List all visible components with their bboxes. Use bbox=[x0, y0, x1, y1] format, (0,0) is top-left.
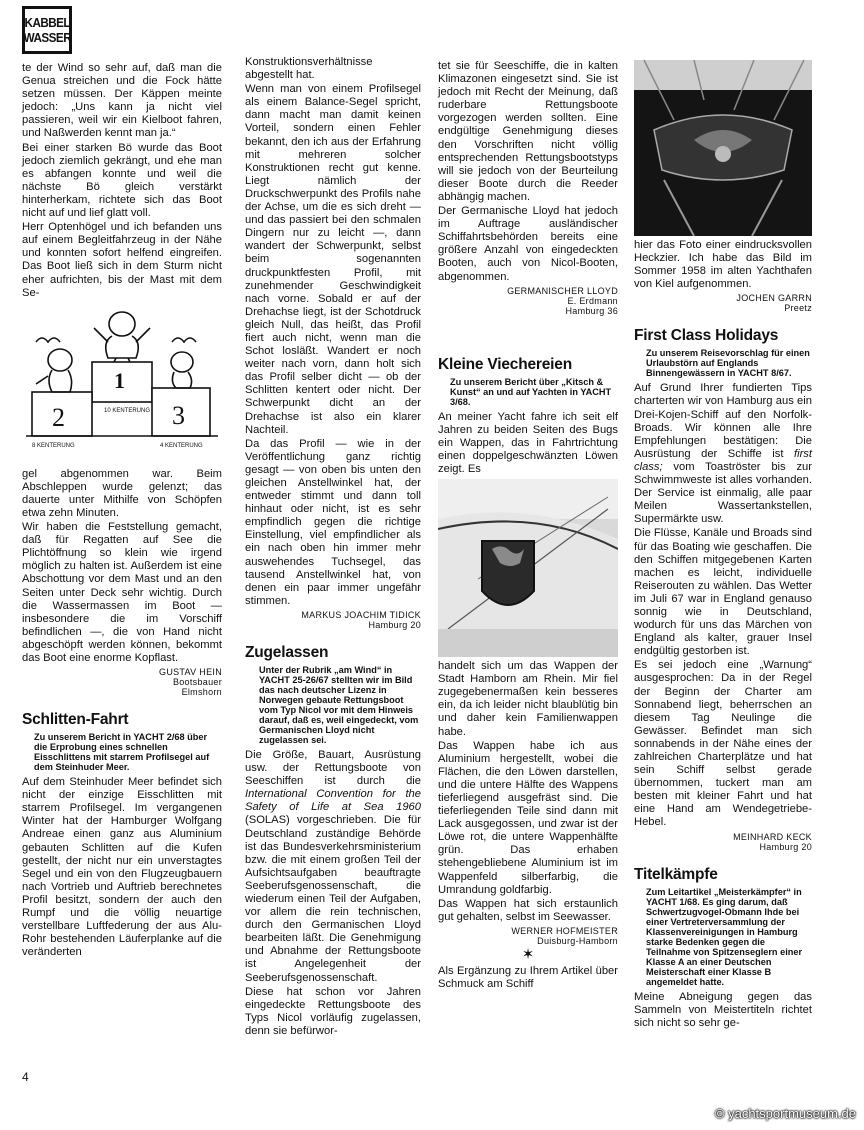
figure-arm-left bbox=[36, 376, 48, 384]
signature-place: Hamburg 20 bbox=[368, 619, 421, 630]
paragraph: Das Wappen habe ich aus Aluminium hergestellt, wobei die Flächen, die den Löwen darstellen, und die untere Hälfte des Wappens tieferliegend ausgefräst sind. Die tieferliegenden Teile sind dann mit Lack ausgegossen, und zwar ist der Löwe rot, die untere Wappenhälfte grün. Das erhaben stehengebliebene Aluminium ist im Wappenfeld silberfarbig, die Umrandung goldfarbig. bbox=[438, 739, 618, 896]
signature-block bbox=[438, 286, 618, 316]
paragraph: tet sie für Seeschiffe, die in kalten Klimazonen eingesetzt sind. Sie ist jedoch mit Recht der Meinung, daß ruderbare Rettungsboote vorgezogen werden sollten. Eine endgültige Genehmigung dieses den Vorschriften nicht völlig entsprechenden Rettungsbootstyps will sie jedoch von der Beurteilung dieser Boote durch die Reeder abhängig machen. bbox=[438, 60, 618, 203]
column-4 bbox=[634, 60, 812, 1030]
podium-cartoon bbox=[22, 302, 222, 464]
logo-line-2: WASSER bbox=[23, 30, 71, 45]
paragraph: Wenn man von einem Profilsegel als einem Balance-Segel spricht, dann macht man damit keinen Vorteil, sondern einen Fehler bekannt, den ich aus der Erfahrung mit mehreren solcher Konstruktionen recht gut kenne. Liegt nämlich der Druckschwerpunkt des Profils nahe der Achse, um die es sich dreht — und das passiert bei den schmalen Dingern nur zu leicht —, dann wandert der Schwerpunkt, selbst beim sogenannten druckpunktfesten Profil, mit zunehmender Geschwindigkeit nach vorne. Sobald er auf der Drehachse liegt, ist der Schotdruck gleich Null, das heißt, das Profil fiert auch nicht, wenn man die Schot losläßt. Wandert er noch weiter nach vorn, dann holt sich das Profil selber dicht — ob der Schlitten kentert oder nicht. Der Schwerpunkt dicht an der Drehachse ist also ein klarer Nachteil. bbox=[245, 83, 421, 436]
convention-title: International Convention for the Safety of Life at Sea 1960 bbox=[245, 788, 421, 814]
paragraph: te der Wind so sehr auf, daß man die Genua streichen und die Fock hätte setzen müssen. Der Käppen meinte jedoch: „Uns kann ja nicht viel passieren, weil wir ein Kielboot fahren, und Naßwerden kennt man ja.“ bbox=[22, 62, 222, 140]
copyright-watermark: © yachtsportmuseum.de bbox=[714, 1106, 856, 1121]
label-10-kenterung: 10 KENTERUNG bbox=[104, 407, 151, 414]
signature-name: WERNER HOFMEISTER bbox=[511, 925, 618, 936]
splash-right bbox=[172, 338, 196, 342]
paragraph: An meiner Yacht fahre ich seit elf Jahren zu beiden Seiten des Bugs ein Wappen, das in Fahrtrichtung einen doppelgeschwänzten Löwen zeigt. Es bbox=[438, 410, 618, 475]
figure-body-top bbox=[106, 336, 139, 358]
paragraph: hier das Foto einer eindrucksvollen Heckzier. Ich habe das Bild im Sommer 1958 im alten Yachthafen von Kiel aufgenommen. bbox=[634, 239, 812, 291]
first-class-emphasis: first class; bbox=[634, 447, 812, 473]
photo-stern-decoration bbox=[634, 60, 812, 236]
column-1 bbox=[22, 62, 222, 959]
photo-coat-of-arms bbox=[438, 479, 618, 657]
paragraph: Der Germanische Lloyd hat jedoch im Auftrage ausländischer Schiffahrtsbehörden bereits eine größere Anzahl von eingedeckten Booten, auch von Nicol-Booten, abgenommen. bbox=[438, 205, 618, 283]
paragraph: gel abgenommen war. Beim Abschleppen wurde gelenzt; das dauerte unter Mithilfe von Schöpfen etwa zehn Minuten. bbox=[22, 467, 222, 519]
signature-place: Preetz bbox=[784, 303, 812, 314]
label-8-kenterung: 8 KENTERUNG bbox=[32, 442, 75, 449]
column-2 bbox=[245, 56, 421, 1038]
signature-sub: E. Erdmann bbox=[567, 295, 618, 306]
signature-place: Duisburg-Hamborn bbox=[537, 935, 618, 946]
paragraph-part: (SOLAS) vorgeschrieben. Die für Deutschland zuständige Behörde ist das Bundesverkehrsministerium bzw. die mit einem großen Teil der Aufsichtsaufgaben beauftragte Seeberufsgenossenschaft, die wiederum einen Teil der Aufgaben, vor allem die rein technischen, durch den Germanischen Lloyd bearbeiten läßt. Die Genehmigung und Abnahme der Rettungsboote ist Angelegenheit der Seeberufsgenossenschaft. bbox=[245, 814, 421, 984]
paragraph: Da das Profil — wie in der Veröffentlichung ganz richtig gesagt — von oben bis unten den gleichen Anstellwinkel hat, der entweder stimmt und dann toll hinhaut oder nicht, ist es sehr empfindlich gegen die richtige Einstellung, viel empfindlicher als ein nach oben hin immer mehr auswehendes Tuchsegel, das tausend Anstellwinkel hat, von denen ein paar immer ungefähr stimmen. bbox=[245, 437, 421, 607]
paragraph: Das Wappen hat sich erstaunlich gut gehalten, selbst im Seewasser. bbox=[438, 897, 618, 923]
signature-block bbox=[22, 667, 222, 697]
podium-number-3: 3 bbox=[172, 400, 185, 430]
paragraph: Herr Optenhögel und ich befanden uns auf einem Begleitfahrzeug in der Nähe und konnten sofort helfend eingreifen. Das Boot ließ sich in dem Sturm nicht eher aufrichten, bis der Mast mit dem Se- bbox=[22, 221, 222, 299]
figure-head-top bbox=[109, 312, 135, 336]
heading-kleine-viechereien: Kleine Viechereien bbox=[438, 355, 572, 373]
signature-block bbox=[634, 832, 812, 852]
logo-line-1: KABBEL bbox=[24, 15, 70, 30]
lead-text: Zu unserem Bericht über „Kitsch & Kunst“ an und auf Yachten in YACHT 3/68. bbox=[450, 376, 612, 407]
paragraph bbox=[634, 382, 812, 526]
signature-name: GUSTAV HEIN bbox=[159, 667, 222, 678]
signature-place: Hamburg 20 bbox=[759, 841, 812, 852]
heading-schlitten-fahrt: Schlitten-Fahrt bbox=[22, 711, 129, 729]
label-4-kenterung: 4 KENTERUNG bbox=[160, 442, 203, 449]
lead-text: Zu unserem Bericht in YACHT 2/68 über die Erprobung eines schnellen Eisschlittens mit starrem Profilsegel auf dem Steinhuder Meer. bbox=[34, 732, 210, 773]
lead-text: Zu unserem Reisevorschlag für einen Urlaubstörn auf Englands Binnengewässern in YACHT 8/67. bbox=[646, 348, 810, 379]
signature-block bbox=[438, 926, 618, 946]
column-3 bbox=[438, 60, 618, 991]
lead-text: Unter der Rubrik „am Wind“ in YACHT 25-26/67 stellten wir im Bild das nach deutscher Lizenz in Norwegen gebaute Rettungsboot vom Typ Nicol vor mit dem Hinweis darauf, daß es, weil eingedeckt, vom Germanischen Lloyd nicht zugelassen sei. bbox=[259, 664, 419, 745]
signature-name: GERMANISCHER LLOYD bbox=[507, 285, 618, 296]
signature-block bbox=[634, 293, 812, 313]
paragraph: Die Flüsse, Kanäle und Broads sind für das Boating wie geschaffen. Die den Schiffen mitgegebenen Karten machen es leicht, individuelle Reiserouten zu wählen. Das Wetter im Juli 67 war in England genauso sonnig wie in Deutschland, wodurch für uns das Märchen von England als kalter, grauer Insel endgültig gestorben ist. bbox=[634, 527, 812, 658]
signature-role: Bootsbauer bbox=[172, 677, 222, 688]
signature-name: MARKUS JOACHIM TIDICK bbox=[301, 609, 421, 620]
paragraph: Diese hat schon vor Jahren eingedeckte Rettungsboote des Typs Nicol vorläufig zugelassen, denn sie befürwor- bbox=[245, 985, 421, 1037]
signature-block bbox=[245, 610, 421, 630]
heading-first-class-holidays: First Class Holidays bbox=[634, 327, 779, 345]
figure-arms-top bbox=[94, 328, 150, 342]
kabbelwasser-logo bbox=[22, 6, 72, 54]
paragraph: Auf dem Steinhuder Meer befindet sich nicht der einzige Eisschlitten mit starrem Profilsegel. Im vergangenen Winter hat der Hamburger Wolfgang Andreae einen ganz aus Aluminium gebauten Schlitten auf die Kufen gestellt, der nicht nur ein unverstagtes Segel und ein von den Flugzeugbauern nach Vortrieb und Auftrieb berechnetes Profil besitzt, sondern der auch den Rumpf und die völlig neuartige verstellbare Luftfederung der aus Alu-Rohr bestehenden Läuferplanke auf die veränderten bbox=[22, 776, 222, 959]
paragraph bbox=[245, 749, 421, 985]
signature-name: JOCHEN GARRN bbox=[736, 293, 812, 304]
podium-number-2: 2 bbox=[52, 402, 65, 432]
figure-body-left bbox=[49, 370, 72, 392]
paragraph: handelt sich um das Wappen der Stadt Hamborn am Rhein. Mir fiel zugegebenermaßen kein besseres ein, da ich leider nicht blaublütig bin und daher kein Familienwappen habe. bbox=[438, 660, 618, 738]
paragraph-part: Auf Grund Ihrer fundierten Tips charterten wir von Hamburg aus ein Drei-Kojen-Schiff auf den Norfolk-Broads. Wir können alle Ihre Empfehlungen bestätigen: Die Ausrüstung der Schiffe ist bbox=[634, 382, 812, 460]
paragraph: Konstruktionsverhältnisse abgestellt hat. bbox=[245, 56, 373, 82]
figure-body-right bbox=[172, 372, 191, 388]
lead-text: Zum Leitartikel „Meisterkämpfer“ in YACHT 1/68. Es ging darum, daß Schwertzugvogel-Obmann Ihde bei einer Vertreterversammlung der Klassenvereinigungen in Hamburg starke Bedenken gegen die Teilnahme von Spitzenseglern einer Klasse A an einer Deutschen Meisterschaft einer Klasse B angemeldet hatte. bbox=[646, 886, 803, 987]
paragraph: Als Ergänzung zu Ihrem Artikel über Schmuck am Schiff bbox=[438, 964, 618, 991]
figure-head-right bbox=[171, 352, 193, 372]
paragraph: Bei einer starken Bö wurde das Boot jedoch ziemlich gekrängt, und ehe man es abfangen konnte und weil die nächste Bö gleich verstärkt hinterherkam, richtete sich das Boot nicht auf und lief glatt voll. bbox=[22, 141, 222, 220]
signature-name: MEINHARD KECK bbox=[733, 831, 812, 842]
splash-left bbox=[36, 338, 60, 342]
paragraph-part: Die Größe, Bauart, Ausrüstung usw. der Rettungsboote von Seeschiffen ist durch die bbox=[245, 748, 421, 788]
figure-head-left bbox=[48, 349, 72, 371]
paragraph: Wir haben die Feststellung gemacht, daß für Regatten auf See die Plichtöffnung so klein wie irgend möglich zu halten ist. Außerdem ist eine Abschottung vor dem Mast und an den Seiten unter Deck sehr wichtig. Durch die Wassermassen im Boot — insbesondere die im Vorschiff befindlichen —, die von Hand nicht abgeschöpft werden können, bekommt das Boot eine enorme Kopflast. bbox=[22, 521, 222, 664]
paragraph: Meine Abneigung gegen das Sammeln von Meistertiteln richtet sich nicht so sehr ge- bbox=[634, 990, 812, 1029]
page-number: 4 bbox=[22, 1070, 29, 1084]
signature-place: Elmshorn bbox=[181, 687, 222, 698]
paragraph: Es sei jedoch eine „Warnung“ ausgesprochen: Da in der Regel der Beginn der Charter am Sonnabend liegt, beherrschen an diesem Tag Neulinge die Gewässer. Befindet man sich sonnabends in der Nähe eines der zahlreichen Charterplätze und hat sein Schiff selbst gerade übernommen, tuckert man am besten mit kleiner Fahrt und hat eine Hand am Wendegetriebe-Hebel. bbox=[634, 659, 812, 829]
podium-number-1: 1 bbox=[114, 367, 125, 393]
paragraph-part: vom Toaströster bis zur Schwimmweste ist alles vorhanden. Der Service ist einmalig, alle paar Meilen Wassertankstellen, Supermärkte usw. bbox=[634, 460, 812, 526]
heading-titelkaempfe: Titelkämpfe bbox=[634, 865, 718, 883]
heading-zugelassen: Zugelassen bbox=[245, 643, 329, 661]
star-separator-icon: ✶ bbox=[521, 945, 535, 963]
signature-place: Hamburg 36 bbox=[565, 305, 618, 316]
